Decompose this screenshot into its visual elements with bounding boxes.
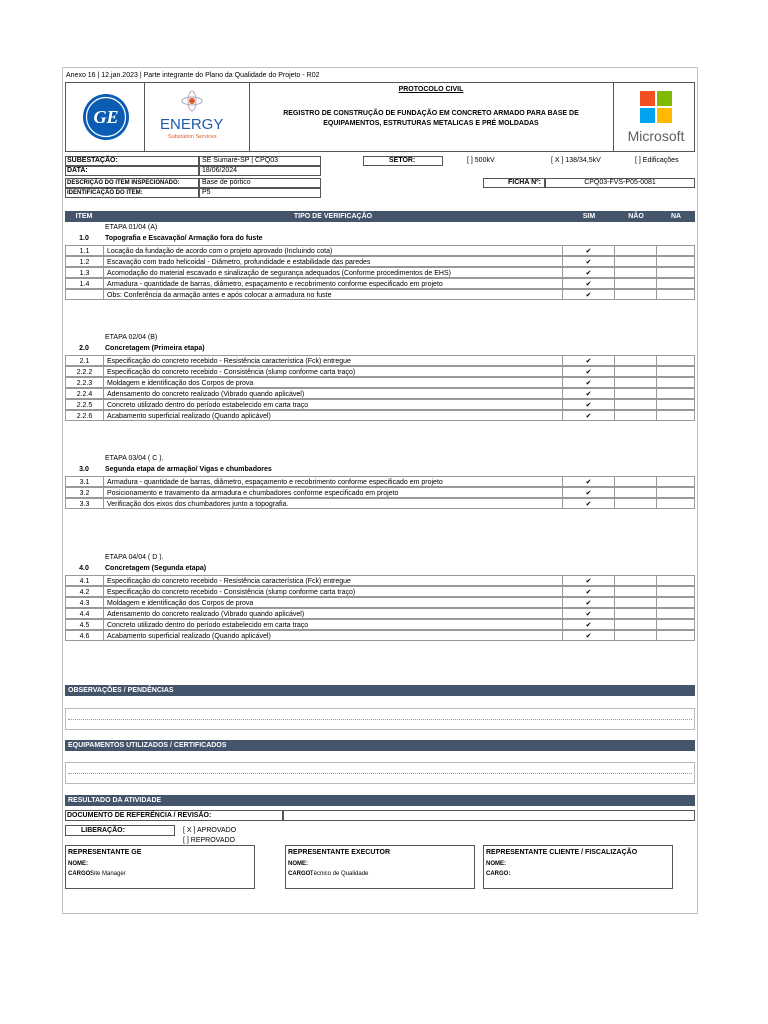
row-description: Armadura - quantidade de barras, diâmetro, espaçamento e recobrimento conforme especificado em projeto: [103, 278, 563, 289]
nao-checkbox[interactable]: [615, 410, 657, 421]
table-row: [65, 410, 695, 421]
nao-checkbox[interactable]: [615, 476, 657, 487]
reprovado-option[interactable]: [ ] REPROVADO: [183, 837, 235, 844]
na-checkbox[interactable]: [657, 476, 695, 487]
row-description: Posicionamento e travamento da armadura e chumbadores conforme especificado em projeto: [103, 487, 563, 498]
stage-label: ETAPA 03/04 ( C ).: [105, 455, 164, 462]
table-row: [65, 245, 695, 256]
row-description: Acomodação do material escavado e sinalização de segurança adequados (Conforme procedimentos de EHS): [103, 267, 563, 278]
row-item-number: 2.2.5: [65, 399, 103, 410]
setor-option-138kv[interactable]: [ X ] 138/34,5kV: [551, 157, 601, 164]
nome-label: NOME:: [486, 861, 506, 867]
sim-checkbox[interactable]: ✔: [563, 597, 615, 608]
na-checkbox[interactable]: [657, 586, 695, 597]
row-item-number: 2.2.4: [65, 388, 103, 399]
table-row: [65, 278, 695, 289]
ge-logo: [82, 93, 130, 141]
nome-label: NOME:: [288, 861, 308, 867]
table-row: [65, 399, 695, 410]
row-item-number: 1.1: [65, 245, 103, 256]
stage-title: Concretagem (Segunda etapa): [105, 565, 207, 572]
sim-checkbox[interactable]: ✔: [563, 476, 615, 487]
na-checkbox[interactable]: [657, 575, 695, 586]
cargo-label: CARGO:: [68, 871, 93, 877]
row-item-number: 4.3: [65, 597, 103, 608]
stage-label: ETAPA 04/04 ( D ).: [105, 554, 164, 561]
cargo-label: CARGO:: [486, 871, 511, 877]
representative-title: REPRESENTANTE CLIENTE / FISCALIZAÇÃO: [486, 849, 638, 856]
nao-checkbox[interactable]: [615, 256, 657, 267]
stage-title: Concretagem (Primeira etapa): [105, 345, 205, 352]
row-item-number: 1.4: [65, 278, 103, 289]
nao-checkbox[interactable]: [615, 586, 657, 597]
subestacao-value: SE Sumaré-SP | CPQ03: [202, 157, 278, 164]
sim-checkbox[interactable]: ✔: [563, 619, 615, 630]
annex-line: Anexo 16 | 12.jan.2023 | Parte integrante do Plano da Qualidade do Projeto - R02: [66, 72, 320, 79]
nao-checkbox[interactable]: [615, 619, 657, 630]
ficha-value: CPQ03-FVS-P05-0081: [584, 179, 656, 186]
na-checkbox[interactable]: [657, 366, 695, 377]
nao-checkbox[interactable]: [615, 366, 657, 377]
representative-title: REPRESENTANTE GE: [68, 849, 142, 856]
representative-title: REPRESENTANTE EXECUTOR: [288, 849, 391, 856]
na-checkbox[interactable]: [657, 608, 695, 619]
nome-label: NOME:: [68, 861, 88, 867]
setor-option-500kv[interactable]: [ ] 500kV: [467, 157, 495, 164]
nao-checkbox[interactable]: [615, 388, 657, 399]
cargo-value: Site Manager: [90, 871, 126, 877]
stage-label: ETAPA 02/04 (B): [105, 334, 158, 341]
row-description: Adensamento do concreto realizado (Vibrado quando aplicável): [103, 388, 563, 399]
row-description: Moldagem e identificação dos Corpos de prova: [103, 597, 563, 608]
observacoes-field[interactable]: [65, 708, 695, 730]
sim-checkbox[interactable]: ✔: [563, 586, 615, 597]
stage-number: 3.0: [79, 466, 89, 473]
table-row: [65, 619, 695, 630]
sim-checkbox[interactable]: ✔: [563, 278, 615, 289]
nao-checkbox[interactable]: [615, 597, 657, 608]
row-item-number: 3.2: [65, 487, 103, 498]
descricao-value: Base de pórtico: [202, 179, 251, 186]
representative-box: [483, 845, 673, 889]
row-item-number: 4.6: [65, 630, 103, 641]
nao-checkbox[interactable]: [615, 278, 657, 289]
row-description: Verificação dos eixos dos chumbadores junto a topografia.: [103, 498, 563, 509]
table-row: [65, 575, 695, 586]
table-row: [65, 487, 695, 498]
table-row: [65, 388, 695, 399]
row-item-number: 3.3: [65, 498, 103, 509]
na-checkbox[interactable]: [657, 245, 695, 256]
nao-checkbox[interactable]: [615, 245, 657, 256]
col-sim: SIM: [582, 213, 596, 220]
representative-box: [65, 845, 255, 889]
nao-checkbox[interactable]: [615, 498, 657, 509]
sim-checkbox[interactable]: ✔: [563, 575, 615, 586]
header-box: [65, 82, 695, 152]
table-row: [65, 586, 695, 597]
nao-checkbox[interactable]: [615, 487, 657, 498]
stage-number: 2.0: [79, 345, 89, 352]
doc-title-1: REGISTRO DE CONSTRUÇÃO DE FUNDAÇÃO EM CONCRETO ARMADO PARA BASE DE: [283, 110, 579, 117]
na-checkbox[interactable]: [657, 630, 695, 641]
table-row: [65, 267, 695, 278]
col-item: ITEM: [75, 213, 93, 220]
table-header: [65, 211, 695, 222]
protocol-title: PROTOCOLO CIVIL: [398, 86, 464, 93]
row-item-number: 4.1: [65, 575, 103, 586]
identificacao-label: IDENTIFICAÇÃO DO ITEM:: [67, 190, 143, 196]
microsoft-logo: [618, 89, 694, 149]
na-checkbox[interactable]: [657, 487, 695, 498]
row-item-number: 4.4: [65, 608, 103, 619]
aprovado-option[interactable]: [ X ] APROVADO: [183, 827, 237, 834]
sim-checkbox[interactable]: ✔: [563, 355, 615, 366]
row-description: Locação da fundação de acordo com o projeto aprovado (Incluindo cota): [103, 245, 563, 256]
subestacao-label: SUBESTAÇÃO:: [67, 157, 118, 164]
table-row: [65, 597, 695, 608]
stage-label: ETAPA 01/04 (A): [105, 224, 158, 231]
doc-title-2: EQUIPAMENTOS, ESTRUTURAS METALICAS E PRÉ MOLDADAS: [323, 120, 539, 127]
table-row: [65, 377, 695, 388]
stage-title: Topografia e Escavação/ Armação fora do fuste: [105, 235, 263, 242]
nao-checkbox[interactable]: [615, 377, 657, 388]
stage-number: 4.0: [79, 565, 89, 572]
row-description: Adensamento do concreto realizado (Vibrado quando aplicável): [103, 608, 563, 619]
table-row: [65, 289, 695, 300]
col-na: NA: [670, 213, 682, 220]
na-checkbox[interactable]: [657, 399, 695, 410]
liberacao-label: LIBERAÇÃO:: [81, 827, 125, 834]
na-checkbox[interactable]: [657, 355, 695, 366]
cargo-label: CARGO:: [288, 871, 313, 877]
equipamentos-bar: EQUIPAMENTOS UTILIZADOS / CERTIFICADOS: [65, 740, 695, 751]
row-item-number: 4.2: [65, 586, 103, 597]
sim-checkbox[interactable]: ✔: [563, 267, 615, 278]
row-item-number: 2.2.2: [65, 366, 103, 377]
nao-checkbox[interactable]: [615, 608, 657, 619]
data-value: 18/06/2024: [202, 167, 238, 174]
row-description: Armadura - quantidade de barras, diâmetro, espaçamento e recobrimento conforme especificado em projeto: [103, 476, 563, 487]
setor-label: SETOR:: [389, 157, 416, 164]
ficha-label: FICHA Nº:: [508, 179, 542, 186]
row-description: Concreto utilizado dentro do período estabelecido em carta traço: [103, 399, 563, 410]
document-page: [62, 67, 698, 914]
na-checkbox[interactable]: [657, 278, 695, 289]
table-row: [65, 498, 695, 509]
sim-checkbox[interactable]: ✔: [563, 487, 615, 498]
sim-checkbox[interactable]: ✔: [563, 399, 615, 410]
setor-option-edificacoes[interactable]: [ ] Edificações: [635, 157, 679, 164]
identificacao-value: P5: [202, 189, 211, 196]
table-row: [65, 630, 695, 641]
table-row: [65, 608, 695, 619]
na-checkbox[interactable]: [657, 377, 695, 388]
row-description: Especificação do concreto recebido - Consistência (slump conforme carta traço): [103, 586, 563, 597]
documento-label: DOCUMENTO DE REFERÊNCIA / REVISÃO:: [67, 812, 212, 819]
sim-checkbox[interactable]: ✔: [563, 630, 615, 641]
na-checkbox[interactable]: [657, 388, 695, 399]
table-row: [65, 355, 695, 366]
nao-checkbox[interactable]: [615, 267, 657, 278]
sim-checkbox[interactable]: ✔: [563, 366, 615, 377]
col-tipo: TIPO DE VERIFICAÇÃO: [293, 213, 373, 220]
sim-checkbox[interactable]: ✔: [563, 377, 615, 388]
na-checkbox[interactable]: [657, 267, 695, 278]
representative-box: [285, 845, 475, 889]
row-item-number: 1.2: [65, 256, 103, 267]
nao-checkbox[interactable]: [615, 289, 657, 300]
row-description: Escavação com trado helicoidal - Diâmetro, profundidade e estabilidade das paredes: [103, 256, 563, 267]
col-nao: NÃO: [628, 213, 644, 220]
documento-field[interactable]: [283, 810, 695, 821]
svg-text:ENERGY: ENERGY: [160, 116, 224, 133]
row-description: Concreto utilizado dentro do período estabelecido em carta traço: [103, 619, 563, 630]
sim-checkbox[interactable]: ✔: [563, 289, 615, 300]
sim-checkbox[interactable]: ✔: [563, 388, 615, 399]
stage-number: 1.0: [79, 235, 89, 242]
row-item-number: 4.5: [65, 619, 103, 630]
descricao-label: DESCRIÇÃO DO ITEM INSPECIONADO:: [67, 180, 180, 186]
na-checkbox[interactable]: [657, 619, 695, 630]
sim-checkbox[interactable]: ✔: [563, 256, 615, 267]
row-description: Moldagem e identificação dos Corpos de prova: [103, 377, 563, 388]
sim-checkbox[interactable]: ✔: [563, 498, 615, 509]
na-checkbox[interactable]: [657, 597, 695, 608]
row-item-number: 1.3: [65, 267, 103, 278]
svg-text:Microsoft: Microsoft: [627, 128, 685, 144]
row-description: Acabamento superficial realizado (Quando aplicável): [103, 630, 563, 641]
table-row: [65, 366, 695, 377]
svg-text:Substation Services: Substation Services: [168, 134, 217, 140]
row-description: Especificação do concreto recebido - Resistência característica (Fck) entregue: [103, 355, 563, 366]
table-row: [65, 476, 695, 487]
sim-checkbox[interactable]: ✔: [563, 245, 615, 256]
row-item-number: [65, 289, 103, 300]
row-item-number: 3.1: [65, 476, 103, 487]
row-item-number: 2.1: [65, 355, 103, 366]
nao-checkbox[interactable]: [615, 575, 657, 586]
equipamentos-field[interactable]: [65, 762, 695, 784]
svg-text:GE: GE: [93, 107, 119, 127]
row-description: Obs: Conferência da armação antes e após colocar a armadura no fuste: [103, 289, 563, 300]
na-checkbox[interactable]: [657, 289, 695, 300]
na-checkbox[interactable]: [657, 256, 695, 267]
table-row: [65, 256, 695, 267]
stage-title: Segunda etapa de armação/ Vigas e chumbadores: [105, 466, 272, 473]
nao-checkbox[interactable]: [615, 399, 657, 410]
sim-checkbox[interactable]: ✔: [563, 410, 615, 421]
na-checkbox[interactable]: [657, 498, 695, 509]
na-checkbox[interactable]: [657, 410, 695, 421]
nao-checkbox[interactable]: [615, 630, 657, 641]
nao-checkbox[interactable]: [615, 355, 657, 366]
observacoes-bar: OBSERVAÇÕES / PENDÊNCIAS: [65, 685, 695, 696]
row-description: Especificação do concreto recebido - Consistência (slump conforme carta traço): [103, 366, 563, 377]
cargo-value: Técnico de Qualidade: [310, 871, 369, 877]
row-item-number: 2.2.6: [65, 410, 103, 421]
row-item-number: 2.2.3: [65, 377, 103, 388]
sim-checkbox[interactable]: ✔: [563, 608, 615, 619]
energy-logo: [152, 87, 244, 147]
row-description: Especificação do concreto recebido - Resistência característica (Fck) entregue: [103, 575, 563, 586]
resultado-bar: RESULTADO DA ATIVIDADE: [65, 795, 695, 806]
row-description: Acabamento superficial realizado (Quando aplicável): [103, 410, 563, 421]
data-label: DATA:: [67, 167, 88, 174]
